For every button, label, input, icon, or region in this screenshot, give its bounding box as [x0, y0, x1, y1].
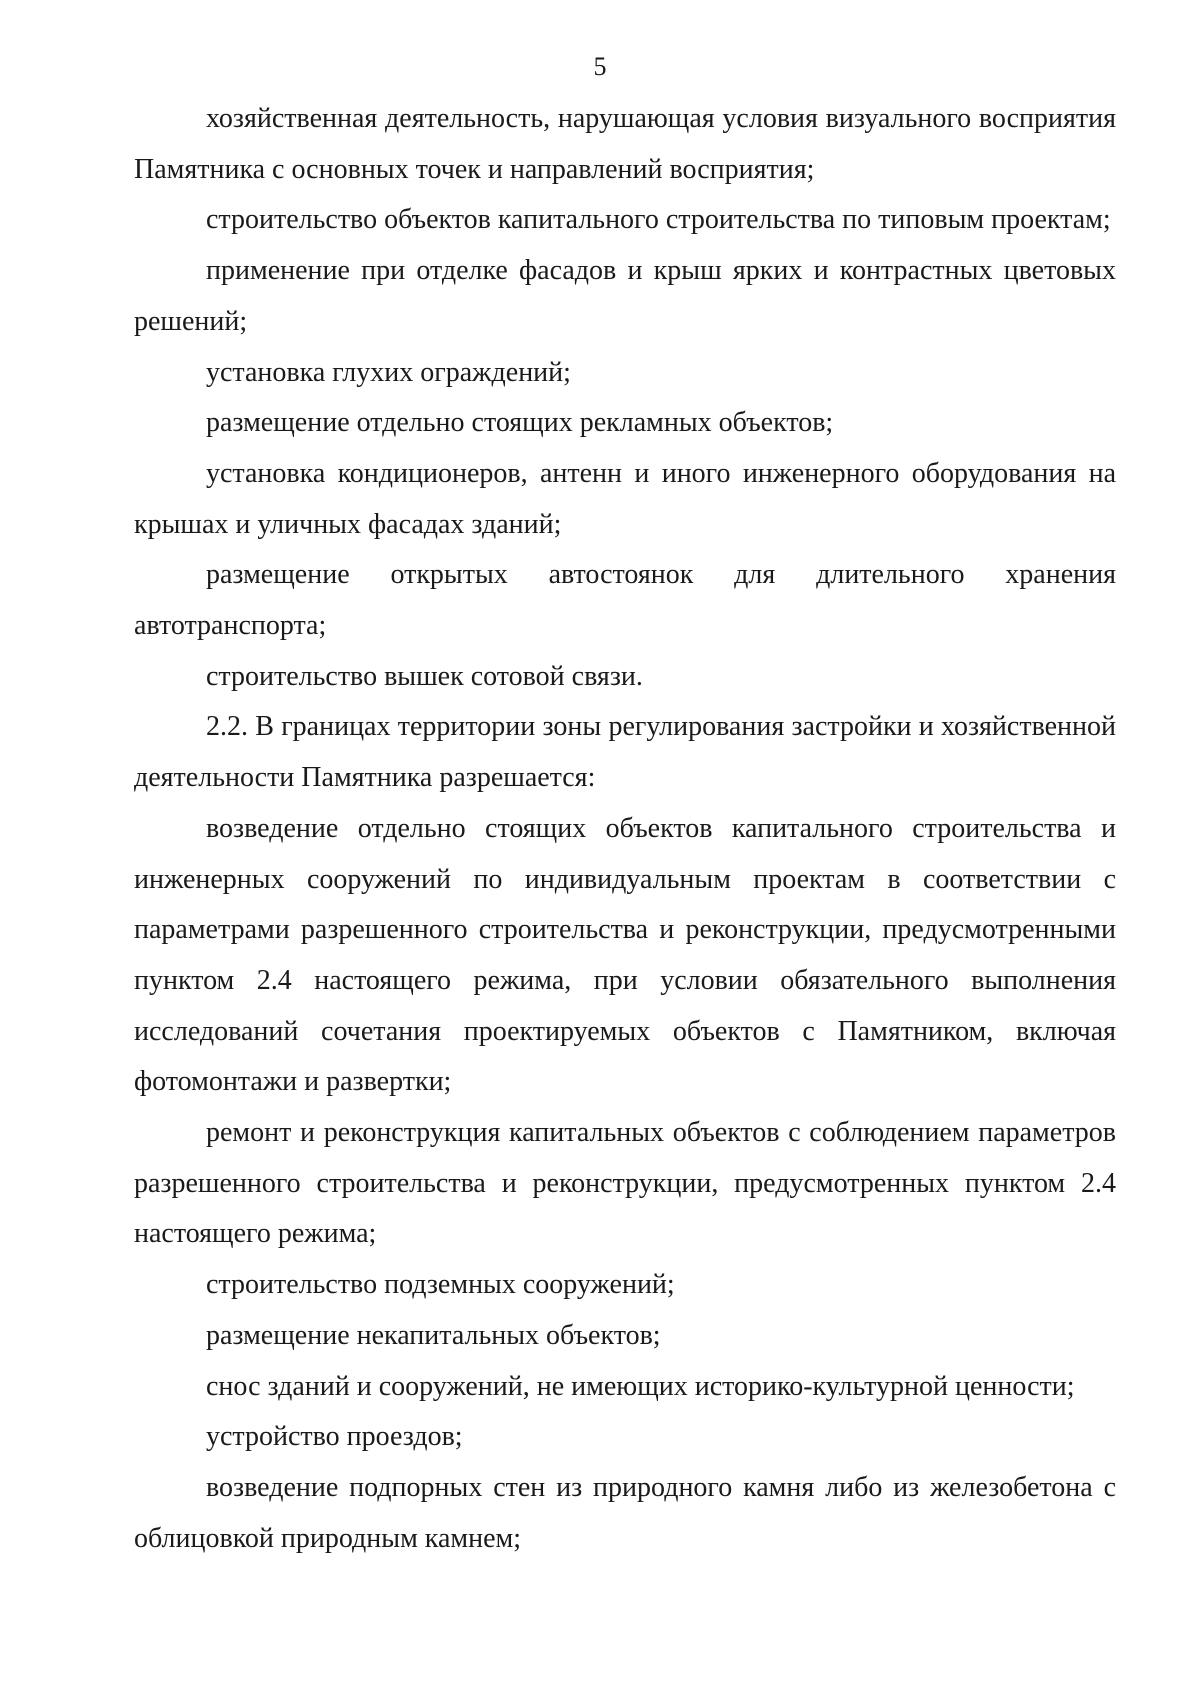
paragraph: снос зданий и сооружений, не имеющих историко-культурной ценности;: [206, 1370, 1075, 1402]
paragraph: возведение отдельно стоящих объектов капитального строительства и инженерных сооружений по индивидуальным проектам в соответствии с параметрами разрешенного строительства и реконструкции, предусмотренными пунктом 2.4 настоящего режима, при условии обязательного выполнения исследований сочетания проектируемых объектов с Памятником, включая фотомонтажи и развертки;: [134, 812, 1116, 1098]
paragraph: применение при отделке фасадов и крыш ярких и контрастных цветовых решений;: [134, 255, 1116, 337]
paragraph: возведение подпорных стен из природного камня либо из железобетона с облицовкой природным камнем;: [134, 1471, 1116, 1554]
paragraph: строительство вышек сотовой связи.: [206, 660, 643, 692]
section-heading-paragraph: 2.2. В границах территории зоны регулирования застройки и хозяйственной деятельности Памятника разрешается:: [134, 711, 1116, 794]
paragraph: установка кондиционеров, антенн и иного инженерного оборудования на крышах и уличных фасадах зданий;: [134, 457, 1116, 540]
page-number: 5: [593, 52, 607, 81]
paragraph: строительство объектов капитального строительства по типовым проектам;: [206, 204, 1111, 236]
paragraph: размещение некапитальных объектов;: [206, 1319, 661, 1351]
paragraph: хозяйственная деятельность, нарушающая условия визуального восприятия Памятника с основных точек и направлений восприятия;: [134, 103, 1116, 185]
paragraph: ремонт и реконструкция капитальных объектов с соблюдением параметров разрешенного строительства и реконструкции, предусмотренных пунктом 2.4 настоящего режима;: [134, 1117, 1116, 1250]
paragraph: устройство проездов;: [206, 1421, 463, 1453]
paragraph: размещение отдельно стоящих рекламных объектов;: [206, 407, 834, 439]
document-body: [134, 94, 1116, 1564]
paragraph: установка глухих ограждений;: [206, 356, 571, 388]
paragraph: строительство подземных сооружений;: [206, 1269, 675, 1301]
paragraph: размещение открытых автостоянок для длительного хранения автотранспорта;: [134, 559, 1116, 642]
